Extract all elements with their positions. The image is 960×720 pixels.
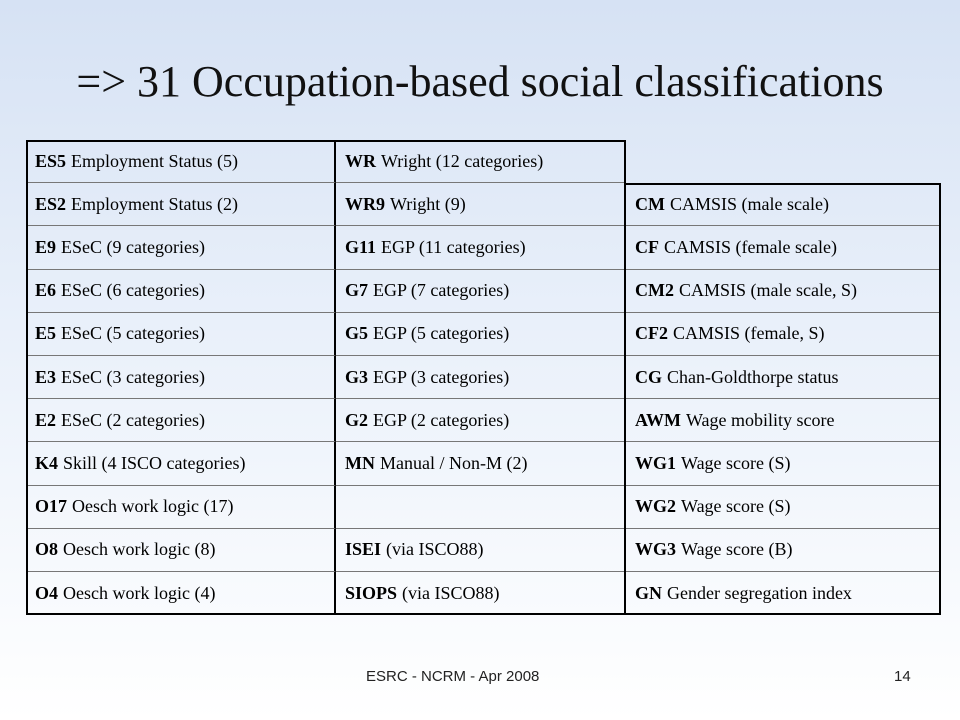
table-cell <box>336 399 626 442</box>
classification-code: MN <box>345 452 375 473</box>
classification-code: E3 <box>35 366 57 387</box>
classification-label: Manual / Non-M (2) <box>380 452 528 473</box>
classification-code: E6 <box>35 280 57 301</box>
classification-label: Wage score (S) <box>681 452 791 473</box>
table-cell <box>26 226 336 269</box>
classification-label: ESeC (6 categories) <box>61 280 205 301</box>
table-cell <box>626 486 941 529</box>
classification-label: Wright (9) <box>390 193 466 214</box>
classification-code: E5 <box>35 323 57 344</box>
table-cell <box>26 572 336 615</box>
classification-label: EGP (2 categories) <box>373 409 510 430</box>
classification-code: O8 <box>35 539 59 560</box>
classification-label: ESeC (3 categories) <box>61 366 205 387</box>
classification-table <box>26 140 941 615</box>
classification-label: ESeC (9 categories) <box>61 236 205 257</box>
classification-label: EGP (5 categories) <box>373 323 510 344</box>
table-cell <box>336 572 626 615</box>
classification-code: E9 <box>35 236 57 257</box>
classification-code: CF <box>635 236 659 257</box>
classification-code: WG1 <box>635 452 677 473</box>
classification-label: EGP (7 categories) <box>373 280 510 301</box>
classification-label: CAMSIS (female scale) <box>664 236 837 257</box>
table-cell <box>626 399 941 442</box>
classification-label: Oesch work logic (8) <box>63 539 216 560</box>
table-cell <box>26 486 336 529</box>
table-cell <box>626 442 941 485</box>
classification-code: G5 <box>345 323 369 344</box>
classification-label: ESeC (5 categories) <box>61 323 205 344</box>
classification-code: SIOPS <box>345 582 398 603</box>
table-cell <box>336 226 626 269</box>
classification-code: G7 <box>345 280 369 301</box>
table-cell <box>336 529 626 572</box>
classification-label: (via ISCO88) <box>402 582 500 603</box>
classification-code: G2 <box>345 409 369 430</box>
classification-label: Wage score (S) <box>681 496 791 517</box>
table-cell <box>336 140 626 183</box>
table-cell <box>26 140 336 183</box>
classification-code: CM2 <box>635 280 674 301</box>
table-cell <box>26 356 336 399</box>
table-cell <box>626 270 941 313</box>
footer-text: ESRC - NCRM - Apr 2008 <box>366 668 540 685</box>
classification-code: K4 <box>35 452 59 473</box>
table-cell <box>336 442 626 485</box>
classification-label: CAMSIS (male scale) <box>670 193 829 214</box>
classification-label: EGP (3 categories) <box>373 366 510 387</box>
classification-label: Gender segregation index <box>667 582 852 603</box>
table-cell <box>626 226 941 269</box>
classification-label: CAMSIS (female, S) <box>673 323 825 344</box>
classification-code: AWM <box>635 409 681 430</box>
classification-label: ESeC (2 categories) <box>61 409 205 430</box>
classification-code: ISEI <box>345 539 382 560</box>
table-cell <box>626 356 941 399</box>
classification-code: O17 <box>35 496 68 517</box>
classification-label: Skill (4 ISCO categories) <box>63 452 246 473</box>
classification-code: GN <box>635 582 662 603</box>
classification-code: ES5 <box>35 150 67 171</box>
table-cell <box>26 529 336 572</box>
classification-code: WR <box>345 150 376 171</box>
classification-code: G3 <box>345 366 369 387</box>
slide-title: => 31 Occupation-based social classifications <box>76 57 884 106</box>
classification-code: WR9 <box>345 193 385 214</box>
page-number: 14 <box>894 668 911 685</box>
classification-code: ES2 <box>35 193 67 214</box>
classification-label: Chan-Goldthorpe status <box>667 366 839 387</box>
classification-code: CF2 <box>635 323 668 344</box>
table-cell <box>336 313 626 356</box>
table-cell <box>336 356 626 399</box>
table-cell <box>626 529 941 572</box>
table-cell <box>26 183 336 226</box>
classification-label: EGP (11 categories) <box>381 236 526 257</box>
classification-code: CG <box>635 366 662 387</box>
classification-label: Wage mobility score <box>686 409 835 430</box>
table-cell <box>336 486 626 529</box>
classification-label: CAMSIS (male scale, S) <box>679 280 857 301</box>
classification-label: Oesch work logic (4) <box>63 582 216 603</box>
table-cell <box>336 270 626 313</box>
classification-label: (via ISCO88) <box>386 539 484 560</box>
classification-label: Wright (12 categories) <box>381 150 544 171</box>
classification-label: Employment Status (5) <box>71 150 239 171</box>
classification-code: E2 <box>35 409 57 430</box>
classification-code: WG3 <box>635 539 677 560</box>
table-cell <box>26 442 336 485</box>
table-cell <box>626 572 941 615</box>
classification-code: CM <box>635 193 665 214</box>
table-cell <box>336 183 626 226</box>
table-cell <box>626 183 941 226</box>
table-cell <box>26 399 336 442</box>
table-cell <box>26 313 336 356</box>
table-cell <box>26 270 336 313</box>
classification-code: O4 <box>35 582 59 603</box>
classification-label: Oesch work logic (17) <box>72 496 234 517</box>
classification-label: Employment Status (2) <box>71 193 239 214</box>
classification-code: WG2 <box>635 496 677 517</box>
classification-label: Wage score (B) <box>681 539 793 560</box>
table-cell <box>626 313 941 356</box>
classification-code: G11 <box>345 236 377 257</box>
